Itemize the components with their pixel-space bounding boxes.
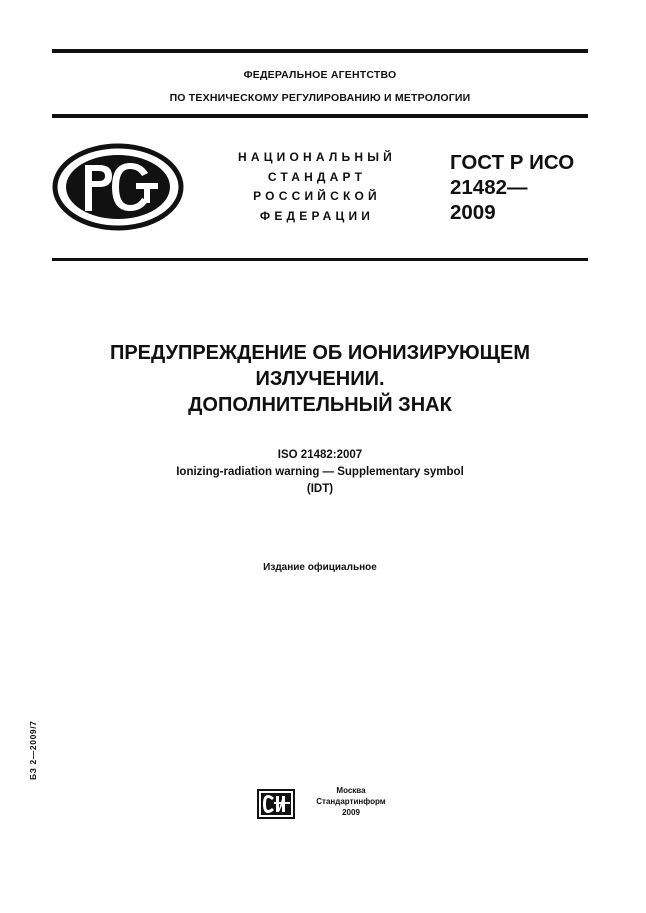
side-code: БЗ 2—2009/7 <box>28 720 38 780</box>
national-line-3: РОССИЙСКОЙ <box>253 189 381 203</box>
designation-line-1: ГОСТ Р ИСО <box>450 151 575 174</box>
designation-line-3: 2009 <box>450 201 496 224</box>
gost-r-logo-icon <box>52 143 184 231</box>
iso-equivalence: (IDT) <box>306 483 334 495</box>
publisher-year: 2009 <box>342 808 360 817</box>
standard-rule <box>52 258 588 261</box>
publisher-name: Стандартинформ <box>316 797 386 806</box>
agency-line-2: ПО ТЕХНИЧЕСКОМУ РЕГУЛИРОВАНИЮ И МЕТРОЛОГИИ <box>169 92 471 104</box>
document-title <box>52 340 588 418</box>
national-standard-text <box>222 148 412 226</box>
iso-code: ISO 21482:2007 <box>277 449 363 461</box>
title-line-1: ПРЕДУПРЕЖДЕНИЕ ОБ ИОНИЗИРУЮЩЕМ <box>109 342 531 364</box>
iso-reference <box>52 447 588 498</box>
title-line-3: ДОПОЛНИТЕЛЬНЫЙ ЗНАК <box>188 394 452 416</box>
national-line-2: СТАНДАРТ <box>267 169 367 184</box>
national-line-1: НАЦИОНАЛЬНЫЙ <box>237 150 397 164</box>
title-line-2: ИЗЛУЧЕНИИ. <box>255 368 385 390</box>
national-line-4: ФЕДЕРАЦИИ <box>259 208 375 223</box>
designation-line-2: 21482— <box>450 176 528 199</box>
header-rule <box>52 114 588 118</box>
top-rule <box>52 49 588 53</box>
publisher-city: Москва <box>336 786 366 795</box>
official-edition: Издание официальное <box>263 562 377 573</box>
publisher-block <box>306 785 396 818</box>
agency-line-1: ФЕДЕРАЛЬНОЕ АГЕНТСТВО <box>243 69 397 81</box>
iso-english-title: Ionizing-radiation warning — Supplementary symbol <box>176 466 464 478</box>
standartinform-logo-icon <box>257 789 295 819</box>
standard-designation <box>450 150 574 225</box>
